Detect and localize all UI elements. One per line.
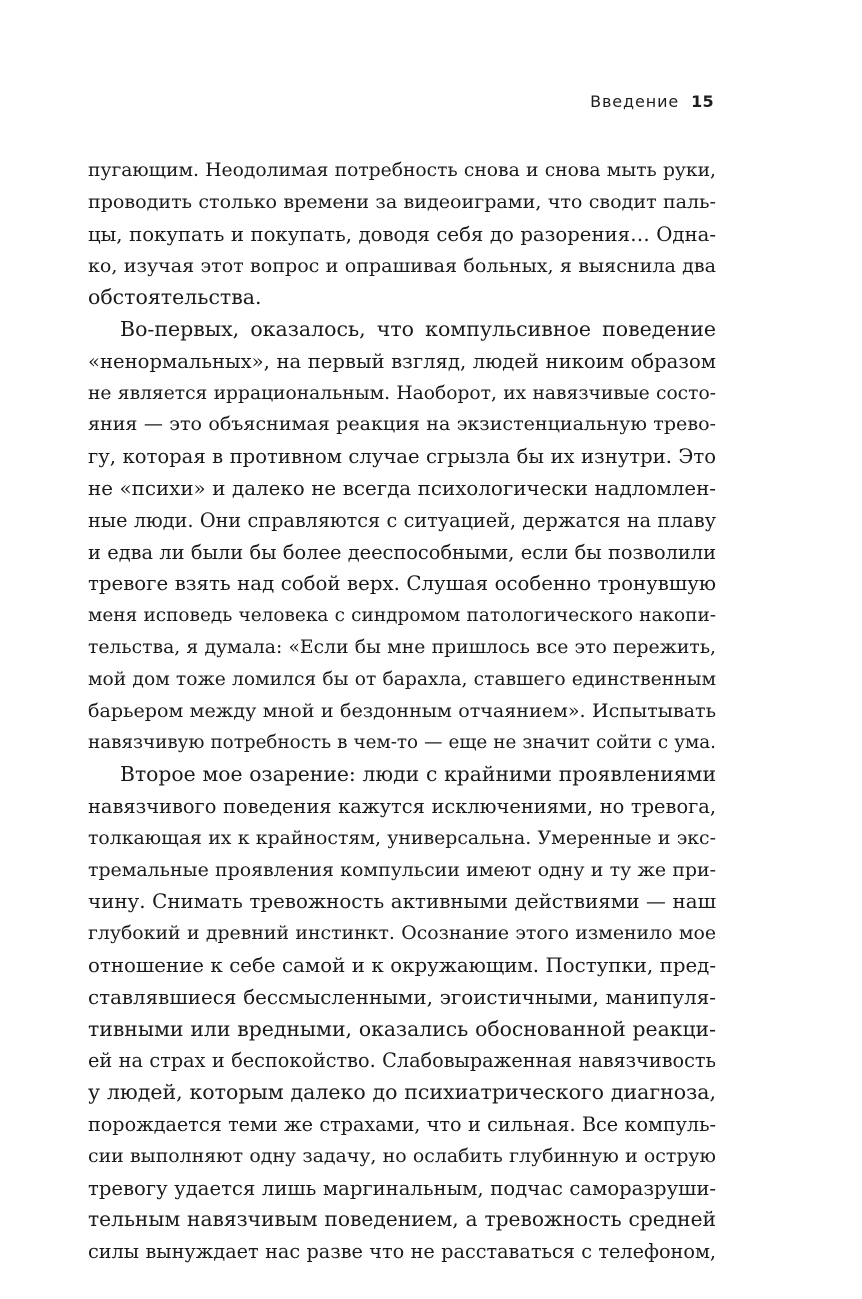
text-line: цы, покупать и покупать, доводя себя до разорения… Одна- xyxy=(88,222,716,246)
text-line: тельным навязчивым поведением, а тревожность средней xyxy=(88,1207,716,1232)
text-line: навязчивого поведения кажутся исключениями, но тревога, xyxy=(88,794,716,818)
text-line: Второе мое озарение: люди с крайними проявлениями xyxy=(120,762,716,787)
paragraph xyxy=(88,314,716,759)
text-line: проводить столько времени за видеоиграми, что сводит паль- xyxy=(88,190,716,213)
text-line: силы вынуждает нас разве что не расставаться с телефоном, xyxy=(88,1240,716,1264)
text-line: гу, которая в противном случае сгрызла бы их изнутри. Это xyxy=(88,445,716,469)
text-line: у людей, которым далеко до психиатрического диагноза, xyxy=(88,1080,716,1105)
text-line: чину. Снимать тревожность активными действиями — наш xyxy=(88,890,716,914)
running-header xyxy=(590,90,714,114)
text-line: толкающая их к крайностям, универсальна. Умеренные и экс- xyxy=(88,826,716,849)
text-line: обстоятельства. xyxy=(88,285,262,310)
text-line: навязчивую потребность в чем-то — еще не значит сойти с ума. xyxy=(88,732,716,754)
text-line: ставлявшиеся бессмысленными, эгоистичными, манипуля- xyxy=(88,985,716,1009)
text-line: не является иррациональным. Наоборот, их навязчивые состо- xyxy=(88,382,716,404)
section-title: Введение xyxy=(590,92,680,111)
text-line: Во-первых, оказалось, что компульсивное поведение xyxy=(120,316,716,341)
text-line: мой дом тоже ломился бы от барахла, ставшего единственным xyxy=(88,668,716,690)
paragraph xyxy=(88,759,716,1268)
text-line: яния — это объяснимая реакция на экзистенциальную трево- xyxy=(88,413,716,436)
text-line: порождается теми же страхами, что и сильная. Все компуль- xyxy=(88,1112,716,1136)
text-line: и едва ли были бы более дееспособными, если бы позволили xyxy=(88,540,716,564)
text-line: тревогу удается лишь маргинальным, подчас саморазруши- xyxy=(88,1176,716,1200)
text-line: тельства, я думала: «Если бы мне пришлось все это пережить, xyxy=(88,636,716,658)
paragraph xyxy=(88,155,716,314)
text-line: тивными или вредными, оказались обоснованной реакци- xyxy=(88,1016,716,1041)
text-line: «ненормальных», на первый взгляд, людей никоим образом xyxy=(88,349,716,373)
text-line: не «психи» и далеко не всегда психологически надломлен- xyxy=(88,476,716,500)
text-line: ей на страх и беспокойство. Слабовыраженная навязчивость xyxy=(88,1049,716,1073)
text-line: ко, изучая этот вопрос и опрашивая больных, я выяснила два xyxy=(88,254,716,278)
text-line: сии выполняют одну задачу, но ослабить глубинную и острую xyxy=(88,1144,716,1167)
text-line: меня исповедь человека с синдромом патологического накопи- xyxy=(88,605,716,627)
text-line: барьером между мной и бездонным отчаянием». Испытывать xyxy=(88,699,716,722)
page-number: 15 xyxy=(691,92,714,111)
text-line: глубокий и древний инстинкт. Осознание этого изменило мое xyxy=(88,922,716,945)
text-line: отношение к себе самой и к окружающим. Поступки, пред- xyxy=(88,953,716,977)
text-line: тревоге взять над собой верх. Слушая особенно тронувшую xyxy=(88,572,716,596)
text-line: пугающим. Неодолимая потребность снова и снова мыть руки, xyxy=(88,160,716,181)
body-text xyxy=(88,155,716,1268)
text-line: ные люди. Они справляются с ситуацией, держатся на плаву xyxy=(88,508,716,532)
text-line: тремальные проявления компульсии имеют одну и ту же при- xyxy=(88,858,716,881)
